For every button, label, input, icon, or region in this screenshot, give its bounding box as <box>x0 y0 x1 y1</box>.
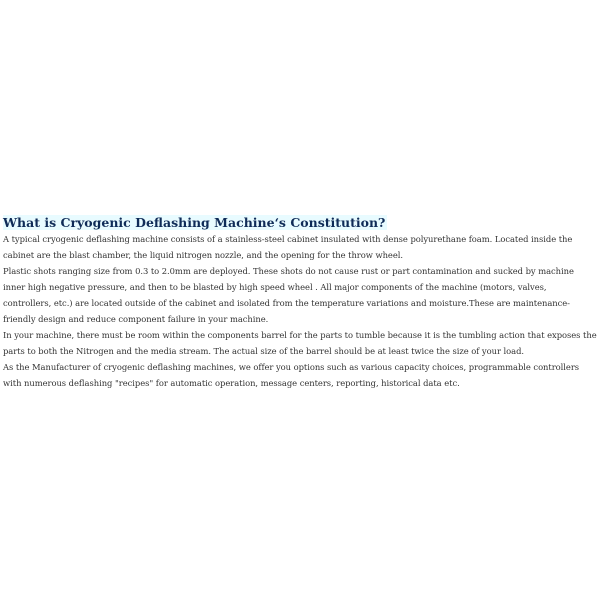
article-section <box>3 212 597 391</box>
paragraph-cabinet: A typical cryogenic deflashing machine consists of a stainless-steel cabinet insulated with dense polyurethane foam. Located inside the cabinet are the blast chamber, the liquid nitrogen nozzle, and the opening for the throw wheel. <box>3 234 573 260</box>
paragraph-plastic-shots: Plastic shots ranging size from 0.3 to 2.0mm are deployed. These shots do not cause rust or part contamination and sucked by machine inner high negative pressure, and then to be blasted by high speed wheel . All major components of the machine (motors, valves, controllers, etc.) are located outside of the cabinet and isolated from the temperature variations and moisture.These are maintenance-friendly design and reduce component failure in your machine. <box>3 266 574 324</box>
article-heading: What is Cryogenic Deflashing Machine‘s Constitution? <box>3 215 386 230</box>
paragraph-manufacturer-options: As the Manufacturer of cryogenic deflashing machines, we offer you options such as various capacity choices, programmable controllers with numerous deflashing "recipes" for automatic operation, message centers, reporting, historical data etc. <box>3 362 580 388</box>
paragraph-barrel: In your machine, there must be room within the components barrel for the parts to tumble because it is the tumbling action that exposes the parts to both the Nitrogen and the media stream. The actual size of the barrel should be at least twice the size of your load. <box>3 330 597 356</box>
